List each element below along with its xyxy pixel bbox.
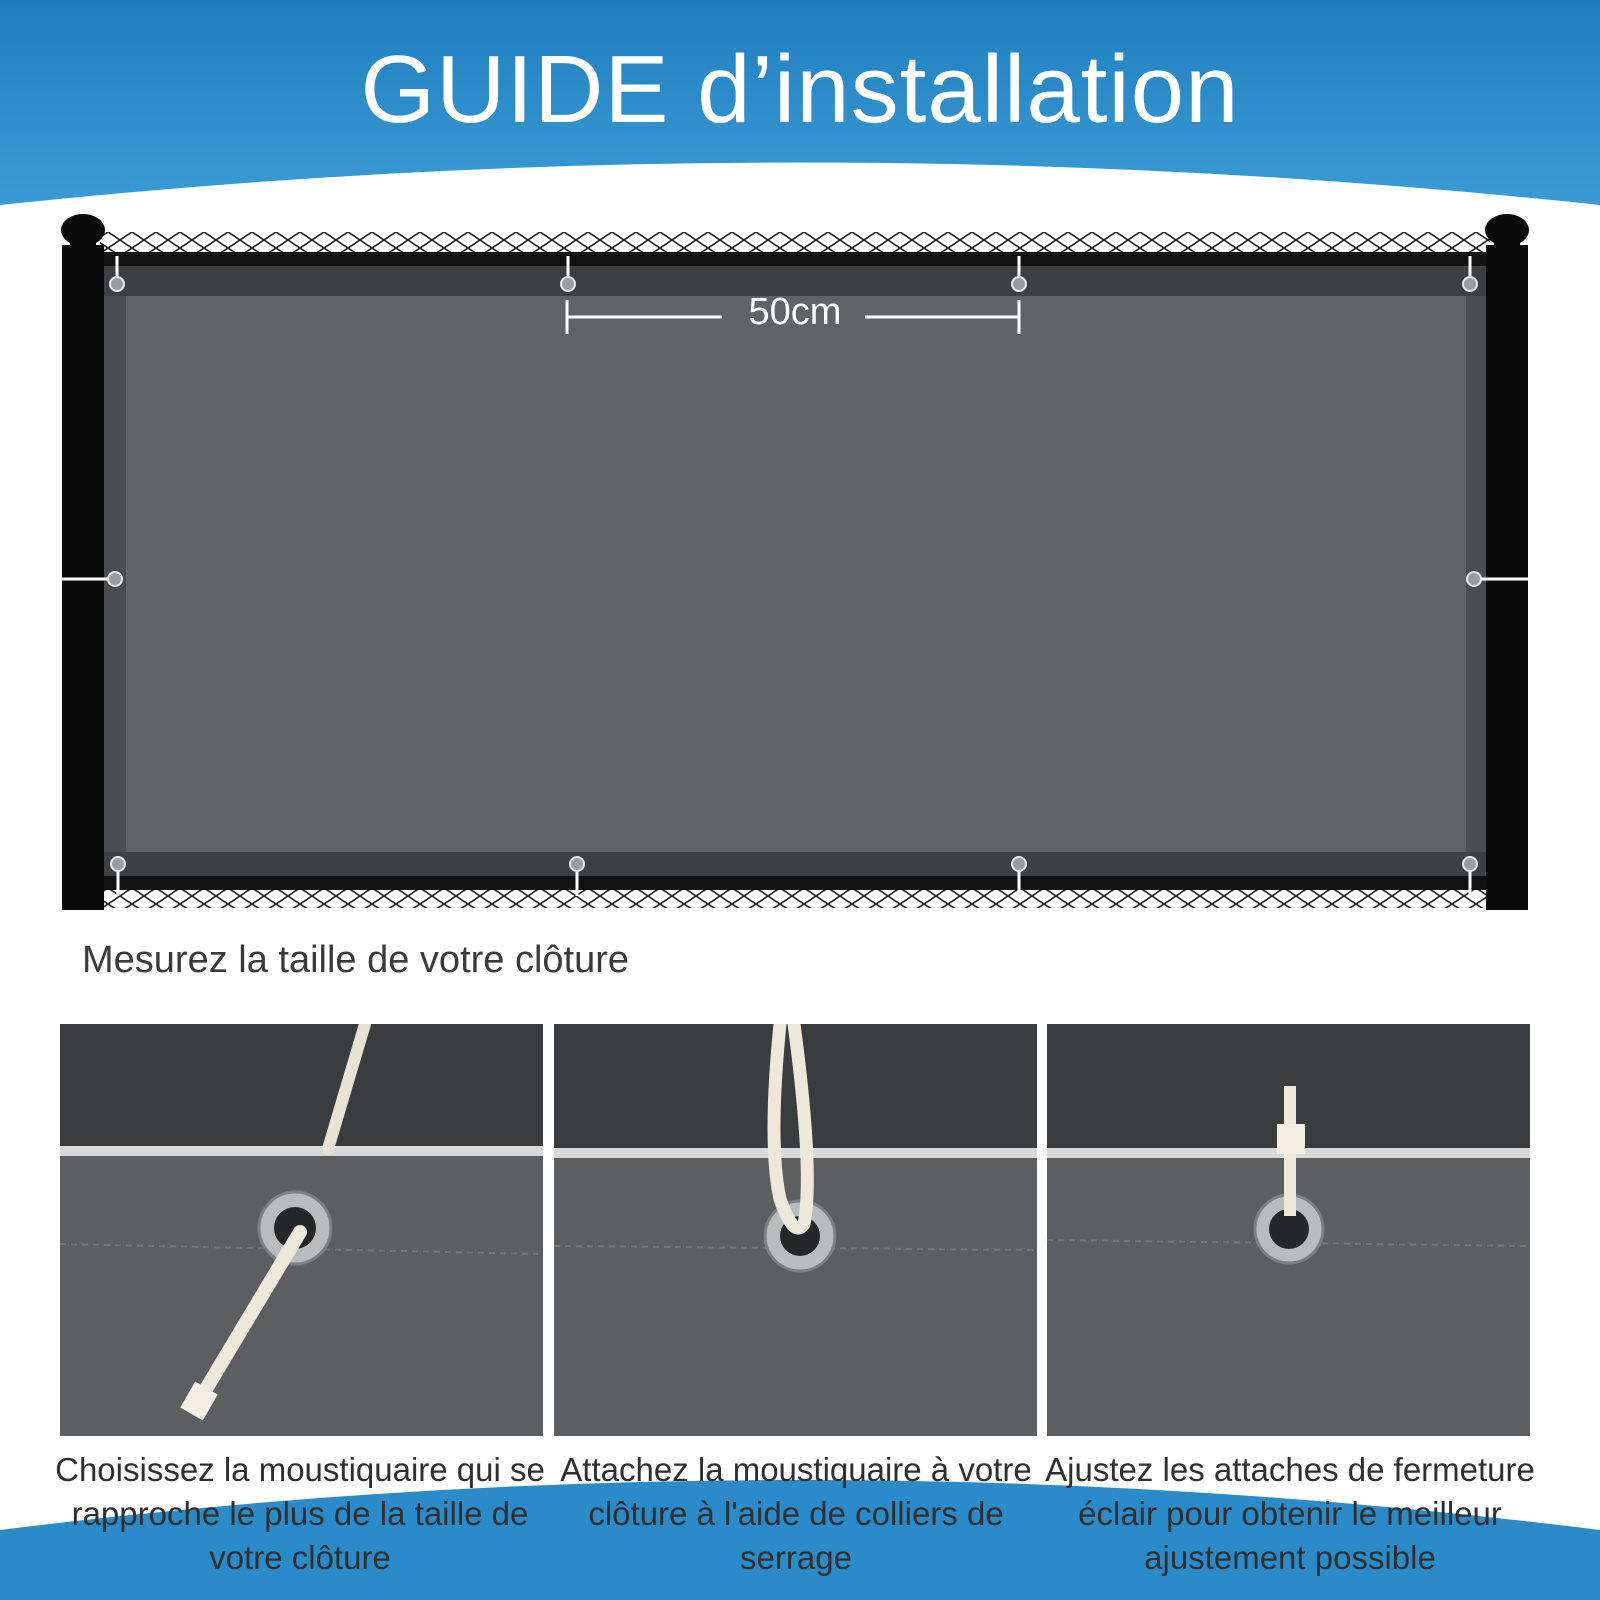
- step-3-caption: Attachez la moustiquaire à votre clôture à l'aide de colliers de serrage: [560, 1451, 1032, 1576]
- step-4-caption: Ajustez les attaches de fermeture éclair pour obtenir le meilleur ajustement possible: [1045, 1451, 1535, 1576]
- step-3-photo: [554, 1024, 1037, 1436]
- screen-hem-bottom: [102, 852, 1490, 876]
- bottom-rail: [95, 876, 1495, 890]
- chain-link-top: [100, 232, 1490, 254]
- dark-mesh: [60, 1024, 543, 1150]
- grommet-icon: [110, 277, 124, 291]
- hem-edge: [60, 1146, 543, 1156]
- measurement-label: 50cm: [748, 291, 842, 333]
- step-2-photo: [60, 1024, 543, 1436]
- page-title: GUIDE d’installation: [360, 36, 1240, 143]
- screen-fabric-inner: [126, 296, 1466, 852]
- step-2-caption: Choisissez la moustiquaire qui se rapproche le plus de la taille de votre clôture: [55, 1451, 545, 1576]
- hem-edge: [554, 1148, 1037, 1158]
- step-1-caption: Mesurez la taille de votre clôture: [82, 939, 630, 981]
- step-4-photo: [1047, 1024, 1530, 1436]
- top-rail: [95, 252, 1495, 268]
